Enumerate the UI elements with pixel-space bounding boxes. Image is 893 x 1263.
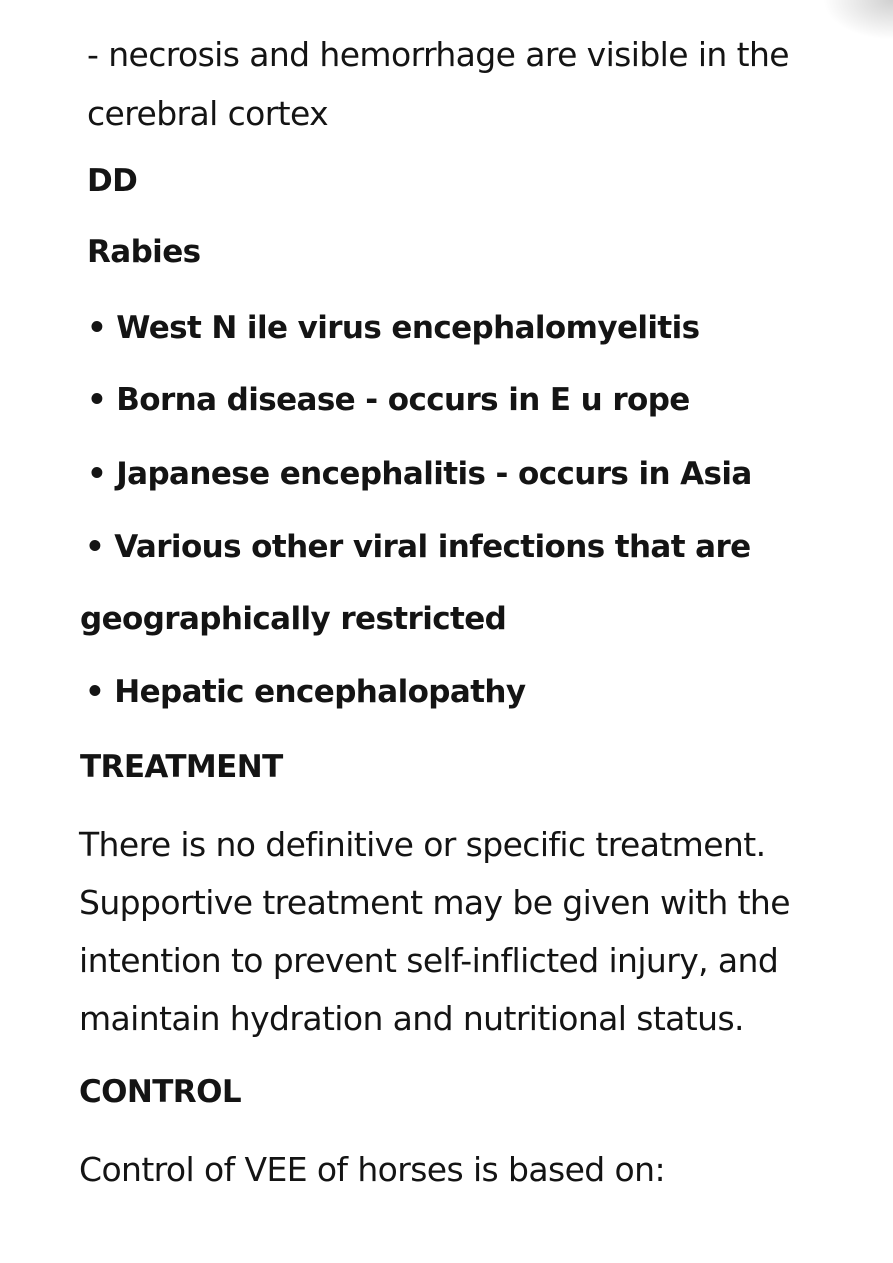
bullet-icon: • — [87, 456, 107, 492]
bullet-item-borna — [87, 382, 690, 418]
heading-treatment: TREATMENT — [80, 749, 283, 785]
bullet-text: Japanese encephalitis - occurs in Asia — [116, 456, 752, 492]
scan-artifact — [823, 0, 893, 40]
bullet-text: Hepatic encephalopathy — [114, 674, 526, 710]
text-line-necrosis-1: - necrosis and hemorrhage are visible in the — [87, 35, 789, 74]
text-line-control-1: Control of VEE of horses is based on: — [79, 1150, 665, 1189]
text-line-various-2: geographically restricted — [80, 601, 507, 637]
bullet-icon: • — [87, 310, 107, 346]
bullet-icon: • — [85, 529, 105, 565]
heading-rabies: Rabies — [87, 234, 201, 270]
bullet-text: Borna disease - occurs in E u rope — [116, 382, 690, 418]
heading-dd: DD — [87, 163, 138, 199]
bullet-item-various — [85, 529, 751, 565]
bullet-icon: • — [85, 674, 105, 710]
bullet-item-japanese — [87, 456, 752, 492]
bullet-item-west-nile — [87, 310, 700, 346]
text-line-necrosis-2: cerebral cortex — [87, 94, 329, 133]
text-line-treatment-2: Supportive treatment may be given with the — [79, 883, 790, 922]
heading-control: CONTROL — [79, 1074, 241, 1110]
text-line-treatment-4: maintain hydration and nutritional status. — [79, 999, 744, 1038]
text-line-treatment-3: intention to prevent self-inflicted injury, and — [79, 941, 779, 980]
text-line-treatment-1: There is no definitive or specific treatment. — [79, 825, 766, 864]
bullet-text: Various other viral infections that are — [114, 529, 751, 565]
bullet-text: West N ile virus encephalomyelitis — [116, 310, 700, 346]
bullet-icon: • — [87, 382, 107, 418]
bullet-item-hepatic — [85, 674, 526, 710]
